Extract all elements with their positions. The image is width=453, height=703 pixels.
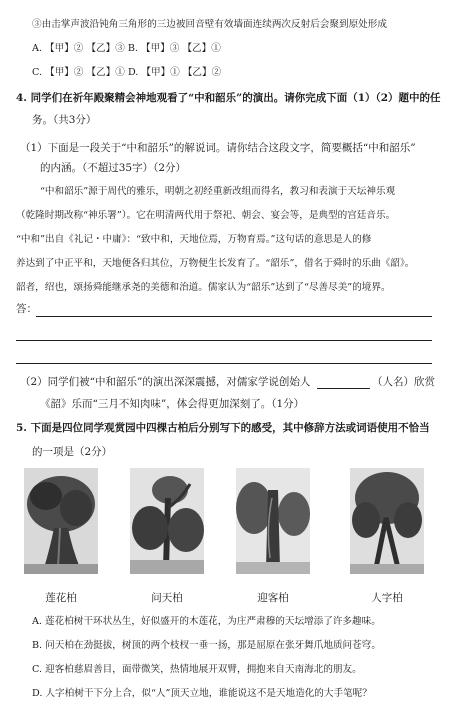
question-4-2-tail: （人名）欣赏 [372,376,435,388]
question-4: 4. 同学们在祈年殿聚精会神地观看了“中和韶乐”的演出。请你完成下面（1）（2）题中的任 [16,92,441,104]
answer-line[interactable] [16,340,432,341]
photo-caption: 人字柏 [371,592,403,604]
photo-caption: 迎客柏 [257,592,289,604]
answer-label: 答： [16,303,37,315]
question-4-2: （2）同学们被“中和韶乐”的演出深深震撼，对儒家学说创始人 [20,376,311,388]
question-5-cont: 的一项是（2分） [32,446,113,458]
welcoming-cypress-photo [236,468,310,574]
passage-line: 养达到了中正平和，天地便各归其位，万物便生长发育了。“韶乐”，借名于舜时的乐曲《韶》。 [16,258,415,269]
answer-line[interactable] [16,363,432,364]
question-4-cont: 务。（共3分） [32,114,97,126]
question-4-1: （1）下面是一段关于“中和韶乐”的解说词。请你结合这段文字，简要概括“中和韶乐” [20,142,416,154]
question-4-2-cont: 《韶》乐而“三月不知肉味”，体会得更加深刻了。（1分） [40,398,305,410]
option-b[interactable]: B. 问天柏在劲挺拔，树顶的两个枝杈一垂一扬，那是屈原在张牙舞爪地质问苍穹。 [32,640,381,651]
photo-caption: 问天柏 [151,592,183,604]
text-line: ③由击掌声波沿钝角三角形的三边被回音壁有效墙面连续两次反射后会聚到原处形成 [32,19,387,30]
photo-caption: 莲花柏 [45,592,77,604]
passage-line: “中和韶乐”源于周代的雅乐，明朝之初经重新改组而得名，教习和表演于天坛神乐观 [40,186,396,197]
fill-blank-line[interactable] [317,388,370,389]
question-4-1-cont: 的内涵。（不超过35字）（2分） [40,162,187,174]
option-d[interactable]: D. 人字柏树干下分上合，似“人”顶天立地，谁能说这不是天地造化的大手笔呢？ [32,688,372,699]
sky-asking-cypress-photo [130,468,204,574]
answer-line[interactable] [36,316,432,317]
passage-line: （乾隆时期改称“神乐署”）。它在明清两代用于祭祀、朝会、宴会等，是典型的宫廷音乐。 [16,210,396,221]
option-a[interactable]: A. 莲花柏树干环状丛生，好似盛开的木莲花，为庄严肃穆的天坛增添了许多趣味。 [32,616,381,627]
option-line: A. 【甲】② 【乙】③ B. 【甲】③ 【乙】① [32,43,221,54]
question-5: 5. 下面是四位同学观赏园中四棵古柏后分别写下的感受，其中修辞方法或词语使用不恰当 [16,422,430,434]
lotus-cypress-photo [24,468,98,574]
passage-line: 韶者，绍也，颂扬舜能继承尧的美德和治道。儒家认为“韶乐”达到了“尽善尽美”的境界。 [16,282,391,293]
option-c[interactable]: C. 迎客柏慈眉善目，面带微笑，热情地展开双臂，拥抱来自天南海北的朋友。 [32,664,362,675]
passage-line: “中和”出自《礼记・中庸》：“致中和，天地位焉，万物育焉。”这句话的意思是人的修 [16,234,372,245]
herringbone-cypress-photo [350,468,424,574]
option-line: C. 【甲】② 【乙】① D. 【甲】① 【乙】② [32,67,222,78]
